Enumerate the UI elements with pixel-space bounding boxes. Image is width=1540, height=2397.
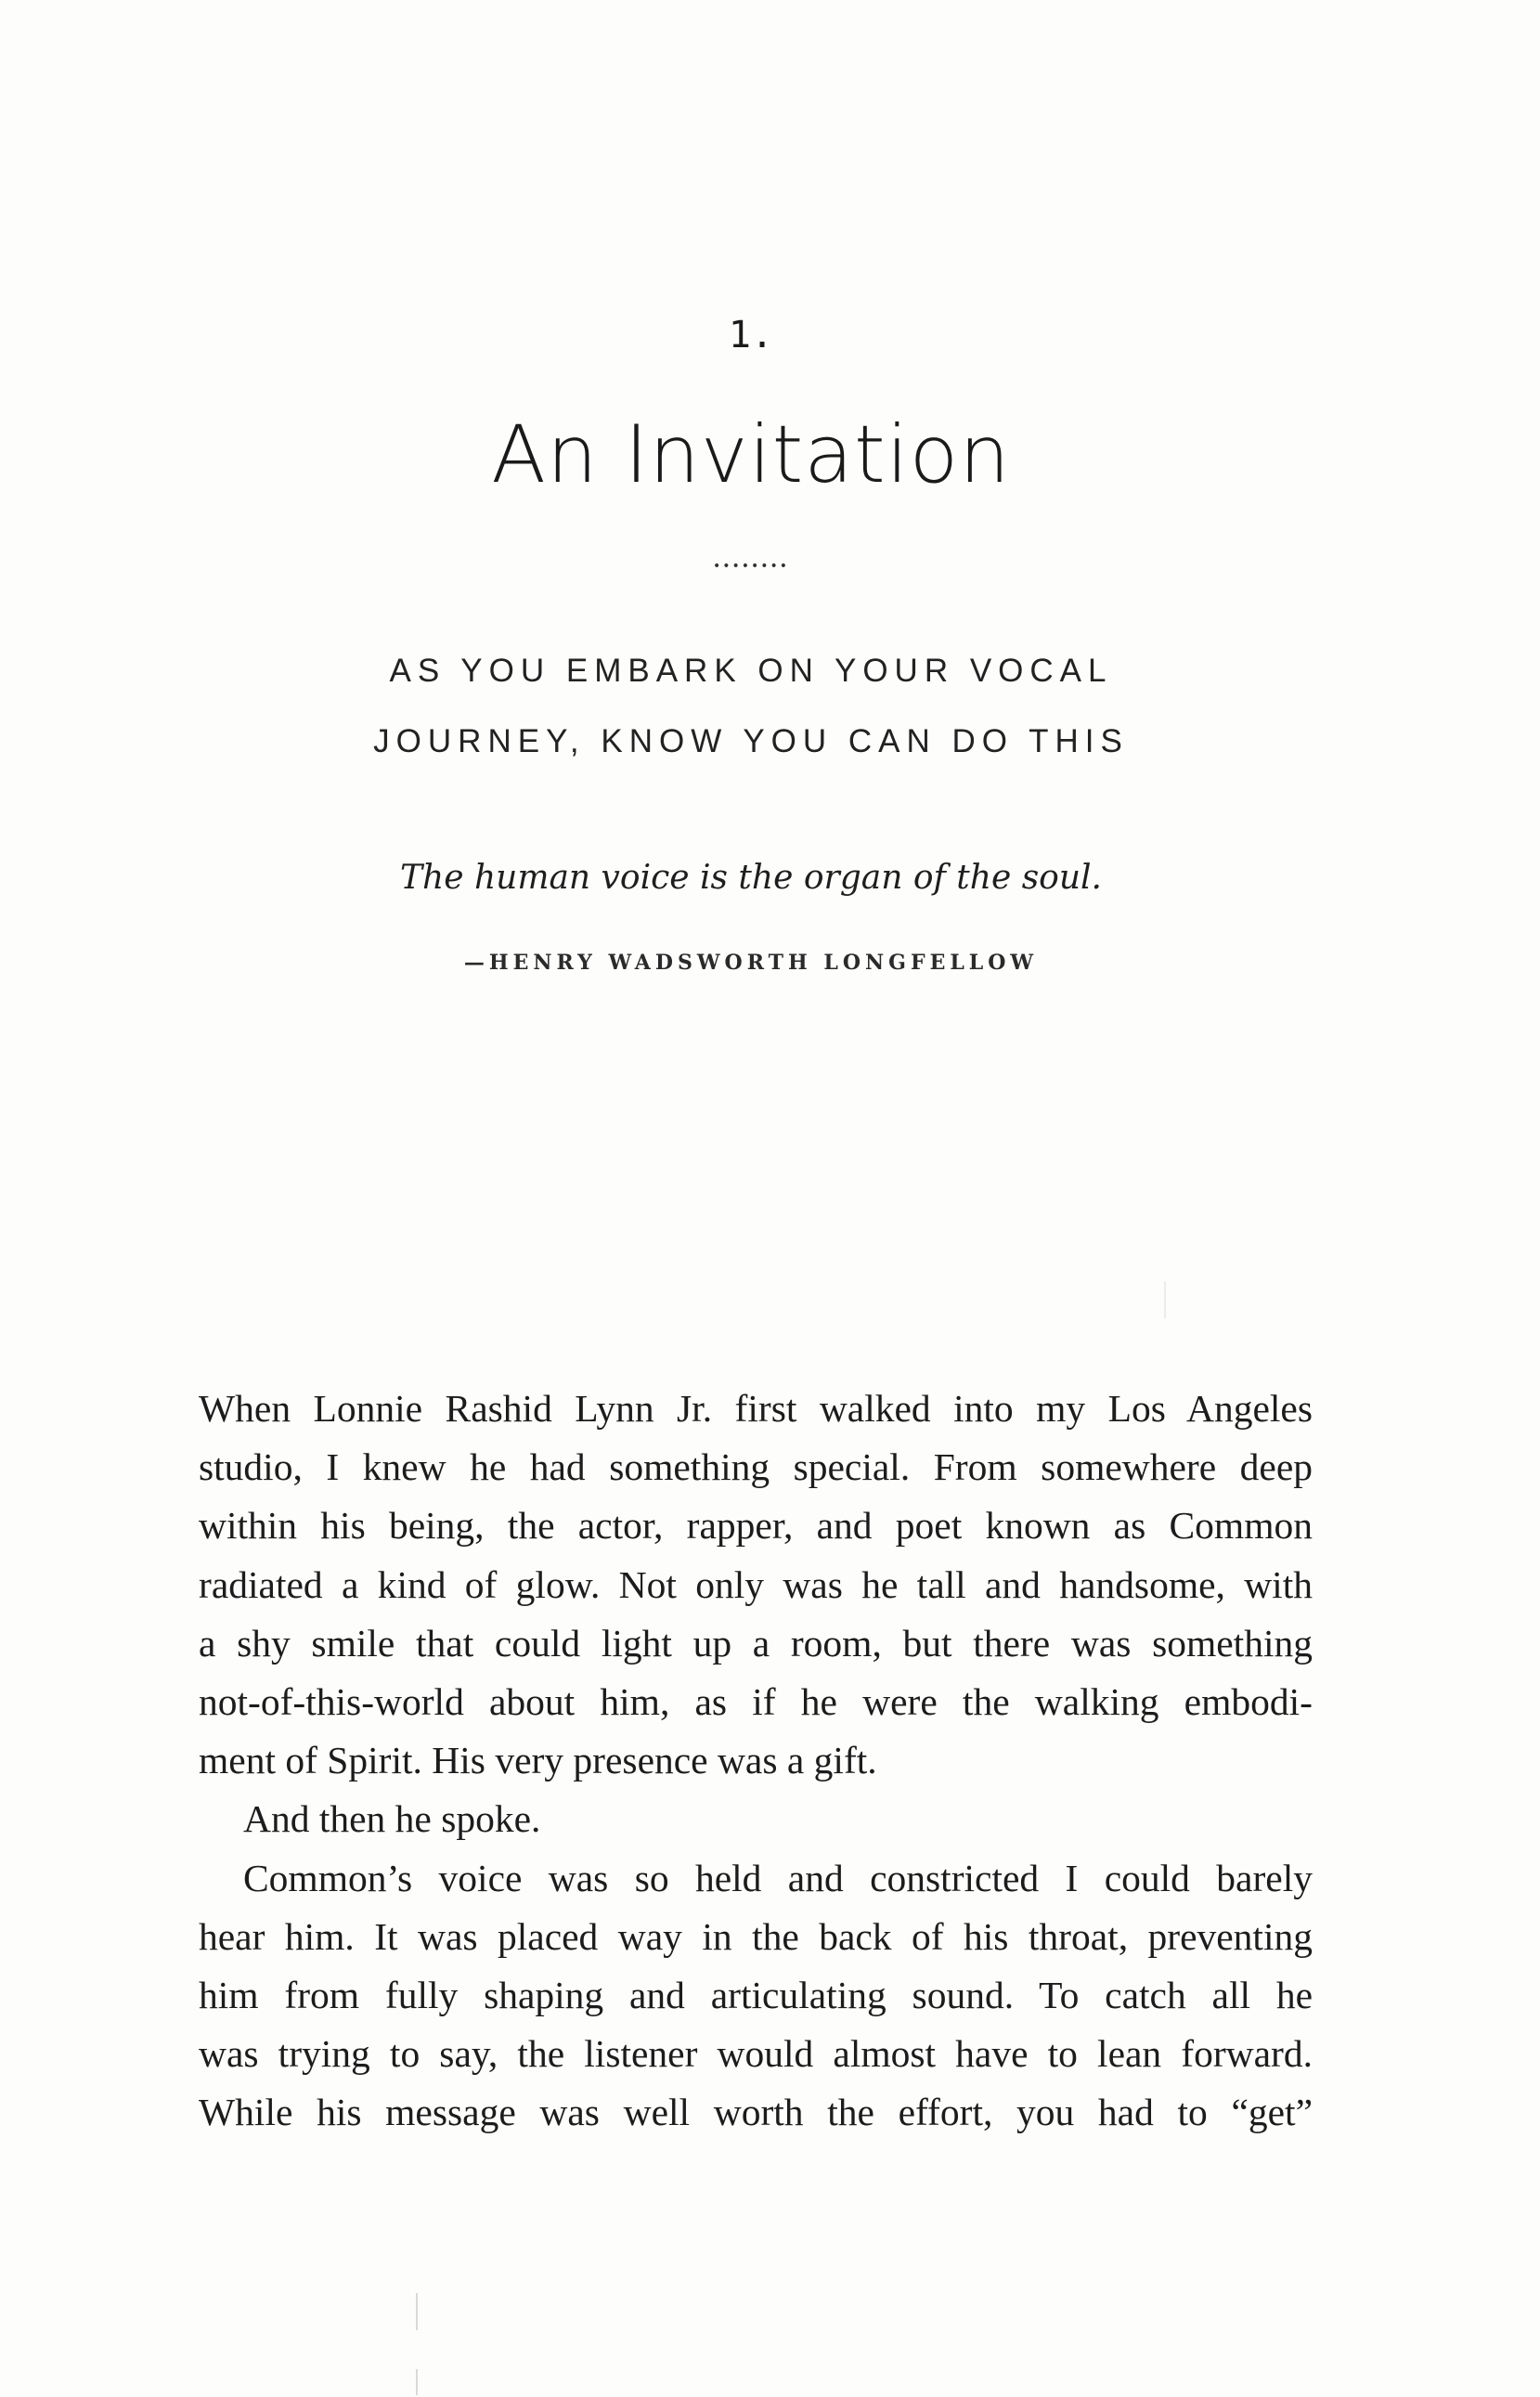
- scan-mark: [416, 2369, 418, 2395]
- body-line: While his message was well worth the effort, you had to “get”: [199, 2091, 1313, 2134]
- chapter-number: 1.: [728, 314, 774, 356]
- ornament-divider: ••••••••: [712, 559, 790, 574]
- subtitle-line-2: JOURNEY, KNOW YOU CAN DO THIS: [373, 723, 1129, 759]
- body-line: hear him. It was placed way in the back of his throat, preventing: [199, 1914, 1313, 1958]
- subtitle-line-1: AS YOU EMBARK ON YOUR VOCAL: [389, 653, 1113, 689]
- body-line: And then he spoke.: [243, 1797, 541, 1841]
- body-line: not-of-this-world about him, as if he were the walking embodi-: [199, 1679, 1313, 1723]
- body-line: Common’s voice was so held and constricted I could barely: [243, 1856, 1313, 1899]
- epigraph-quote: The human voice is the organ of the soul.: [400, 859, 1102, 897]
- chapter-title: An Invitation: [491, 408, 1011, 501]
- body-line: studio, I knew he had something special. From somewhere deep: [199, 1445, 1313, 1489]
- scan-mark: [416, 2293, 418, 2330]
- body-line: within his being, the actor, rapper, and poet known as Common: [199, 1504, 1313, 1548]
- body-text: [199, 1380, 1313, 2142]
- epigraph-attribution: —HENRY WADSWORTH LONGFELLOW: [463, 951, 1039, 975]
- body-line: radiated a kind of glow. Not only was he tall and handsome, with: [199, 1562, 1313, 1606]
- body-line: When Lonnie Rashid Lynn Jr. first walked into my Los Angeles: [199, 1387, 1313, 1430]
- chapter-subtitle: [0, 650, 1502, 791]
- body-line: was trying to say, the listener would almost have to lean forward.: [199, 2032, 1313, 2076]
- scan-mark: [1164, 1281, 1166, 1318]
- body-line: a shy smile that could light up a room, but there was something: [199, 1621, 1313, 1665]
- body-line: him from fully shaping and articulating sound. To catch all he: [199, 1973, 1313, 2016]
- body-line: ment of Spirit. His very presence was a gift.: [199, 1739, 877, 1782]
